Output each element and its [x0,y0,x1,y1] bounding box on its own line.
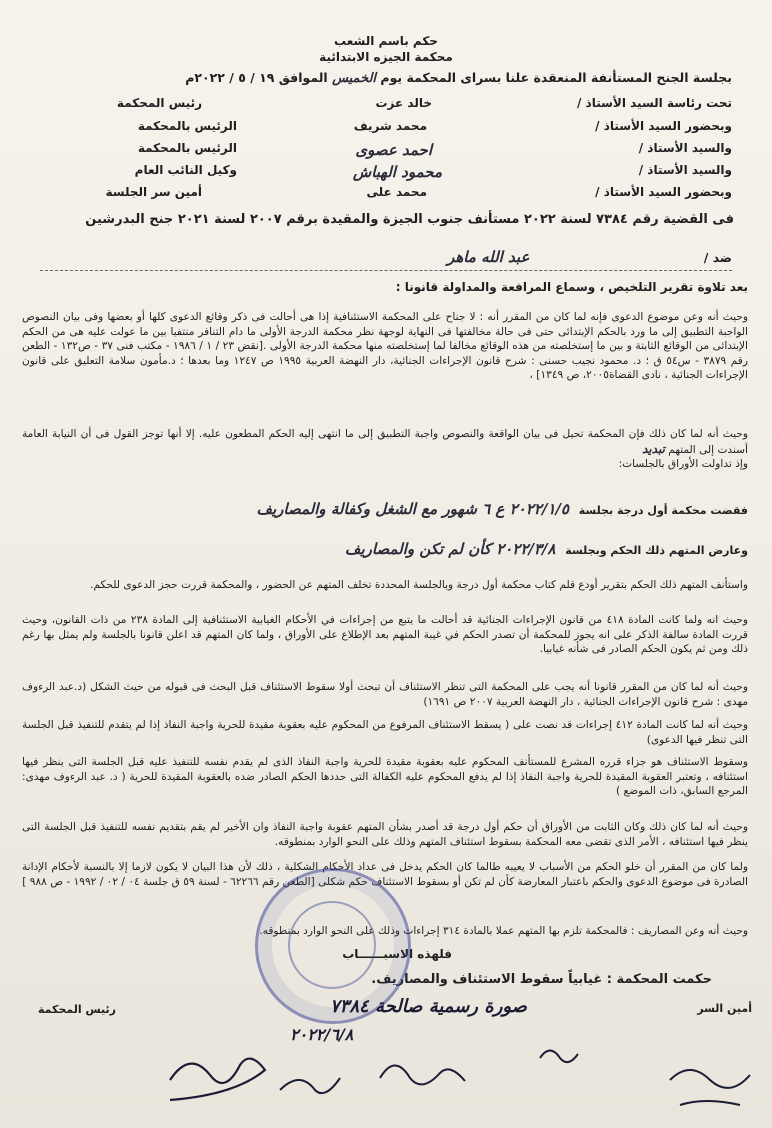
certified-date-handwritten: ٢٠٢٢/٦/٨ [290,1025,354,1044]
signatures [0,1030,772,1128]
panel-role: والسيد الأستاذ / [638,141,732,155]
paragraph-3: واستأنف المتهم ذلك الحكم بتقرير أودع قلم كتاب محكمة أول درجة وبالجلسة المحددة تخلف المتهم عن الحضور ، والمحكمة قررت حجز الدعوى للحكم. [90,579,748,591]
court-name: محكمة الجيزه الابتدائية [319,50,453,64]
paragraph-2 [22,427,748,472]
first-ruling [28,500,748,518]
panel-title: الرئيس بالمحكمة [137,141,237,155]
panel-role: وبحضور السيد الأستاذ / [595,119,732,133]
charge-handwritten: تبديد [642,441,665,456]
panel-name: احمد عصوى [355,141,432,159]
case-line: فى القضية رقم ٧٣٨٤ لسنة ٢٠٢٢ مستأنف جنوب الجيزة والمقيدة برقم ٢٠٠٧ لسنة ٢٠٢١ جنح البدرشين [85,212,734,227]
against-line [32,248,732,266]
objection-label: وعارض المتهم ذلك الحكم وبجلسة [565,544,748,557]
intro: بعد تلاوة تقرير التلخيص ، وسماع المرافعة والمداولة قانونا : [395,280,748,294]
panel-name: خالد عزت [375,96,432,110]
objection-ruling [28,540,748,558]
panel-title: أمين سر الجلسة [105,185,202,199]
member-signature-2 [380,1066,465,1085]
panel-row-3 [30,141,732,157]
panel-row-4 [30,163,732,179]
paragraph-2-end: وإذ تداولت الأوراق بالجلسات: [618,458,748,471]
verdict: حكمت المحكمة : غيابياً سقوط الاستئناف والمصاريف. [371,972,712,987]
panel-role: والسيد الأستاذ / [638,163,732,177]
paragraph-5: وحيث أنه لما كان من المقرر قانونا أنه يجب على المحكمة التى تنظر الاستئناف أن تبحث أولا سقوط الاستئناف قبل البحث فى قبوله من حيث الشكل (د.عبد الرءوف مهدى : شرح قانون الإجراءات الجنائية ، دار النهضة العربية ٢٠٠٧ ص ١٦٩١) [22,681,748,708]
archive-signature [670,1070,750,1105]
secretary-label: أمين السر [697,1002,752,1015]
against-label: ضد / [703,250,732,265]
panel-row-5 [30,185,732,201]
panel-name: محمد على [366,185,427,199]
president-label: رئيس المحكمة [38,1003,116,1016]
panel-row-2 [30,119,732,135]
paragraph-7: وسقوط الاستئناف هو جزاء قرره المشرع للمستأنف المحكوم عليه بعقوبة مقيدة للحرية واجبة النفاذ الذى لم يقدم نفسه للتنفيذ عليه قبل الجلسة التى ينظر فيها استئنافه ، وتعتبر العقوبة المقيدة للحرية واجبة النفاذ إذا لم يدفع المحكوم عليه الكفالة التى حددها الحكم الصادر ضده بالعقوبة المقيدة للحرية ( د. عبد الرءوف مهدى: المرجع السابق، ذات الموضع ) [22,756,748,798]
member-signature-1 [280,1078,340,1093]
paragraph-9: ولما كان من المقرر أن خلو الحكم من الأسباب لا يعيبه طالما كان الحكم يدخل فى عداد الأحكام الشكلية ، ذلك لأن هذا البيان لا يكون لازما إلا بالنسبة لأحكام الإدانة الصادرة فى موضوع الدعوى والحكم باعتبار المعارضة كأن لم تكن أو بسقوط الاستئناف حكم شكلى [الطعن رقم ٦٢٢٦٦ - لسنة ٥٩ ق جلسة ٠٤ / ٠٢ / ١٩٩٢ - ص ٩٨٨ ] [22,861,748,888]
against-name: عبد الله ماهر [447,248,530,266]
panel-role: تحت رئاسة السيد الأستاذ / [576,96,732,110]
session-line [32,70,732,86]
panel-title: الرئيس بالمحكمة [137,119,237,133]
panel-role: وبحضور السيد الأستاذ / [595,185,732,199]
panel-name: محمود الهباش [352,163,442,181]
divider [40,270,732,271]
first-ruling-hand: ٢٠٢٢/١/٥ ع ٦ شهور مع الشغل وكفالة والمصاريف [256,500,569,518]
panel-name: محمد شريف [353,119,427,133]
panel-title: وكيل النائب العام [134,163,237,177]
reasons-heading: فلهذه الاسبــــــاب [342,947,452,961]
session-day: الخميس [332,71,377,86]
secretary-signature [540,1051,578,1063]
session-date: الموافق ١٩ / ٥ / ٢٠٢٢م [185,70,328,85]
session-text: بجلسة الجنح المستأنفة المنعقدة علنا بسراى المحكمة يوم [380,70,732,85]
first-ruling-label: فقضت محكمة أول درجة بجلسة [578,504,748,517]
paragraph-1: وحيث أنه وعن موضوع الدعوى فإنه لما كان من المقرر أنه : لا جناح على المحكمة الاستئنافية إذا هى أحالت فى ذكر وقائع الدعوى كلها أو بعضها وفى بيان النصوص الواجبة التطبيق إلى ما ورد بالحكم الإبتدائى حتى فى حالة مخالفتها فى النهاية لوجهة نظر محكمة الدرجة الأولى ما دام التنافر منتفيا بين ما عولت عليه هى من الحكم الإبتدائى من الوقائع الثابتة و بين ما إستخلصته من هذه الوقائع مخالفا لما إستخلصته منها محكمة الدرجة الأولى .[نقض ٢٣ / ١ / ١٩٨٦ - مكتب فنى ٣٧ - ص١٣٢ - الطعن رقم ٣٨٧٩ - س٥٤ ق ؛ د. محمود نجيب حسنى : شرح قانون الإجراءات الجنائية، دار النهضة العربية ١٩٩٥ ص ١٢٤٧ وما بعدها ؛ د.مأمون سلامة التعليق على قانون الإجراءات الجنائية ، نادى القضاة٢٠٠٥، ص ١٣٤٩] ، [22,311,749,382]
paragraph-4: وحيث انه ولما كانت المادة ٤١٨ من قانون الإجراءات الجنائية قد أحالت ما يتبع من إجراءات في الأحكام الغيابية الاستئنافية إلى المادة ٢٣٨ من ذات القانون، وحيث قررت المادة سالفة الذكر على انه يجوز للمحكمة أن تصدر الحكم في غيبة المتهم بعد الإطلاع على الأوراق ، ولما كان المتهم قد اعلن قانونا بالجلسة ولم يمثل بها رغم ذلك ومن ثم يكون الحكم الصادر فى شأنه غيابيا. [22,614,748,656]
president-signature [170,1059,265,1100]
paragraph-6: وحيث أنه لما كانت المادة ٤١٢ إجراءات قد نصت على ( يسقط الاستئناف المرفوع من المحكوم عليه بعقوبة مقيدة للحرية واجبة النفاذ إذا لم يتقدم للتنفيذ قبل الجلسة التى تنظر فيها الدعوى) [22,719,748,746]
objection-hand: ٢٠٢٢/٣/٨ كأن لم تكن والمصاريف [344,540,556,558]
paragraph-10: وحيث أنه وعن المصاريف : فالمحكمة تلزم بها المتهم عملا بالمادة ٣١٤ إجراءات وذلك على النحو الوارد بمنطوقه. [259,925,748,937]
panel-title: رئيس المحكمة [116,96,202,110]
panel-row-1 [30,96,732,112]
certified-copy-handwritten: صورة رسمية صالحة ٧٣٨٤ [330,996,527,1017]
header-title: حكم باسم الشعب [334,34,438,48]
paragraph-2-text: وحيث أنه لما كان ذلك فإن المحكمة تحيل فى بيان الواقعة والنصوص واجبة التطبيق إلى ما انتهى إليه الحكم المطعون عليه. إلا أنها توجز القول فى أن النيابة العامة أسندت إلى المتهم [22,428,748,456]
paragraph-8: وحيث أنه لما كان ذلك وكان الثابت من الأوراق أن حكم أول درجة قد أصدر بشأن المتهم عقوبة واجبة النفاذ وان الأخير لم يقم بتقديم نفسه للتنفيذ قبل الجلسة التى ينظر فيها استئنافه ، الأمر الذى تقضى معه المحكمة بسقوط استئناف المتهم وذلك على النحو الوارد بمنطوقه. [22,821,748,848]
